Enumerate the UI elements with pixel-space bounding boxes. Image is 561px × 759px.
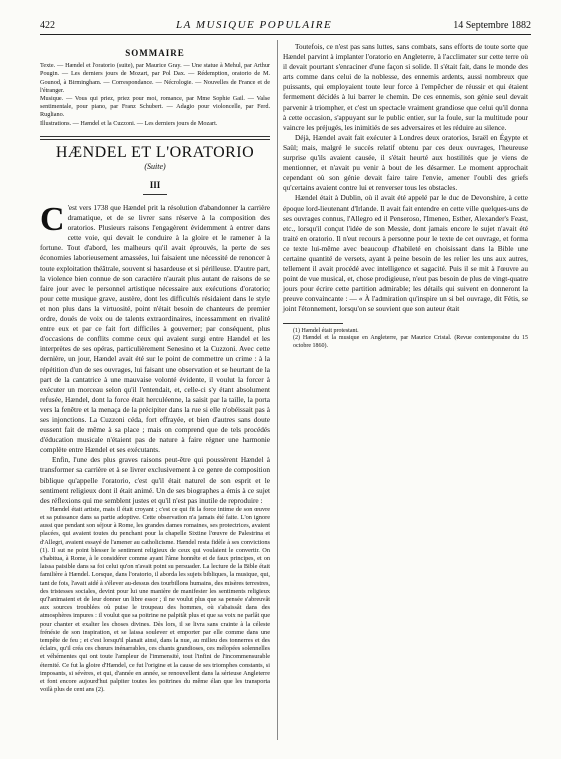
article-title: HÆNDEL ET L'ORATORIO	[55, 143, 255, 161]
journal-title: LA MUSIQUE POPULAIRE	[175, 19, 333, 31]
paragraph-1	[40, 203, 270, 455]
sommaire-title: SOMMAIRE	[125, 48, 185, 58]
drop-cap: C	[40, 201, 65, 238]
paragraph-5: Hændel était à Dublin, où il avait été appelé par le duc de Devonshire, à cette époque lord-lieutenant d'Irlande. Il avait fait entendre en cette ville quelques-uns de ses ouvrages connus, l'Allegro ed il Penseroso, l'Imeneo, Esther, Alexander's Feast, etc., lorsqu'il conçut l'idée de son Messie, dont jamais encore le sujet n'avait été traité en oratorio. Il n'eut recours à personne pour le texte de cet ouvrage, et forma ce texte lui-même avec beaucoup d'habileté en choisissant dans la Bible une certaine quantité de versets, ayant à peine besoin de les relier les uns aux autres, tellement il avait procédé avec intelligence et sagacité. Puis il se mit à l'œuvre au point de vue musical, et, chose prodigieuse, n'eut pas besoin de plus de vingt-quatre jours pour écrire cette partition admirable; les détails qui suivent en donneront la preuve convaincante : — « À l'admiration qu'inspire un si bel ouvrage, dit Fétis, se joint l'étonnement, lorsqu'on se souvient que son auteur était	[283, 193, 528, 314]
paragraph-3: Toutefois, ce n'est pas sans luttes, sans combats, sans efforts de toute sorte que Hændel parvint à implanter l'oratorio en Angleterre, à l'acclimater sur cette terre où il devait pourtant s'enraciner d'une façon si solide. Il s'était fait, dans le monde des arts comme dans celui de la noblesse, des ennemis ardents, aussi nombreux que puissants, qui employaient toute leur force à l'empêcher de réussir et qui étaient fermement décidés à lui barrer le chemin. De ces ennemis, son génie seul devait parvenir à triompher, et c'est un spectacle vraiment grandiose que celui qu'il donna à cette occasion, s'appuyant sur le public entier, sur la foule, sur la multitude pour vaincre les préjugés, les inimitiés de ses adversaires et les réduire au silence.	[283, 42, 528, 132]
left-column	[40, 42, 270, 694]
header-rule	[40, 34, 531, 35]
right-column	[283, 42, 528, 351]
block-quote: Hændel était artiste, mais il était croyant ; c'est ce qui fit la force intime de son œuvre et sa puissance dans sa partie adoptive. Cette observation n'a jamais été faite. L'on ignore aussi que pendant son séjour à Rome, les grandes dames romaines, ses protectrices, avaient placées, qui avaient toutes du penchant pour la chapelle Sixtine l'œuvre de Palestrina et d'Allegri, avaient essayé de l'amener au catholicisme. Hændel resta fidèle à ses convictions (1). Il sut ne point blesser le sentiment religieux de ceux qui voulaient le convertir. On s'habitua, à Rome, à le considérer comme ayant l'âme honnête et de faux principes, et on laissa paisible dans sa foi celui qu'on n'avait point su persuader. La lecture de la Bible était familière à Hændel. Lorsque, dans l'oratorio, il aborda les sujets bibliques, la musique, qui, tant de fois, l'avait aidé à s'élever au-dessus des tourbillons humains, des misères terrestres, des tristesses sociales, devint pour lui une manière de manifester les sentiments religieux qu'l'animaient et de leur donner un libre essor ; il ne voulut plus que sa pensée s'abreuvât aux sources troublées où puise le troupeau des hommes, où s'abaissât dans des atmosphères impures : il voulut que sa poitrine ne palpitât plus et que sa voix ne parlât que pour chanter et exalter les choses divines. Dès lors, il se livra sans crainte à la céleste frénésie de son inspiration, et se laissa soulever et emporter par elle comme dans une tempête de feu ; et c'est lorsqu'il planait ainsi, dans la nue, au milieu des tonnerres et des éclairs, qu'il créa ces chœurs inénarrables, ces chants grandioses, ces mélopées solennelles et véhémentes qui ont toute l'ampleur de l'immensité, tout l'infini de l'incommensurable éternité. Ce fut la gloire d'Hændel, ce fut l'origine et la cause de ses triomphes constants, si imposants, si sévères, et qui, d'année en année, se renouvellent dans la sérieuse Angleterre et font encore aujourd'hui palpiter toutes les poitrines du même élan que les transporta voilà plus de cent ans (2).	[40, 505, 270, 694]
column-divider	[277, 40, 278, 740]
page-header	[40, 18, 531, 32]
section-rule	[40, 136, 270, 137]
footnote-1: (1) Hændel était protestant.	[293, 327, 359, 334]
sommaire-box	[40, 48, 270, 128]
section-number: III	[149, 179, 161, 190]
article-subtitle: (Suite)	[144, 161, 166, 171]
page-number: 422	[40, 19, 55, 31]
paragraph-4: Déjà, Hændel avait fait exécuter à Londres deux oratorios, Israël en Égypte et Saül; mais, malgré le succès relatif obtenu par ces deux ouvrages, l'heureuse surprise qu'ils avaient causée, il s'était heurté aux hostilités que je viens de mentionner, et n'avait pu venir à bout de les désarmer. Le moment approchait cependant où son génie devait faire taire l'envie, amener l'oubli des griefs qu'certains avaient contre lui et renverser tous les obstacles.	[283, 132, 528, 193]
paragraph-2: Enfin, l'une des plus graves raisons peut-être qui poussèrent Hændel à transformer sa carrière et à se livrer exclusivement à ce genre de composition biblique qu'appelle l'oratorio, c'est qu'il était naturel de son esprit et le sentiment religieux dont il était animé. Un de ses biographes a émis à ce sujet des réflexions qui me semblent justes et qu'il n'est pas inutile de reproduire :	[40, 455, 270, 505]
sommaire-musique: Musique. — Vous qui priez, priez pour moi, romance, par Mme Sophie Gail. — Valse sentimentale, pour piano, par Franz Schubert. — Adagio pour violoncelle, par Ferd. Rugliano.	[40, 94, 270, 119]
section-rule-thin	[40, 139, 270, 140]
footnote-2: (2) Hændel et la musique en Angleterre, par Maurice Cristal. (Revue contemporaine du 15 octobre 1860).	[293, 335, 528, 350]
sommaire-texte: Texte. — Hændel et l'oratorio (suite), par Maurice Gray. — Une statue à Mehul, par Arthur Pougin. — Les derniers jours de Mozart, par Pol Dax. — Rédemption, oratorio de M. Gounod, à Birmingham. — Correspondance. — Nécrologie. — Nouvelles de France et de l'étranger.	[40, 62, 270, 94]
sommaire-illustrations: Illustrations. — Hændel et la Cuzzoni. — Les derniers jours de Mozart.	[40, 119, 218, 127]
section-separator	[143, 194, 167, 195]
footnote-rule	[283, 323, 343, 324]
issue-date: 14 Septembre 1882	[453, 19, 531, 31]
paragraph-1-text: 'est vers 1738 que Hændel prit la résolution d'abandonner la carrière dramatique, et de se livrer sans réserve à la composition des oratorios. Plusieurs raisons l'engagèrent évidemment à entrer dans cette voie, qui devait le conduire à la gloire et le ramener à la fortune. Tout d'abord, les malheurs qu'il avait éprouvés, la perte de ses économies laborieusement amassées, lui faisaient une nécessité de renoncer à toute exploitation théâtrale, souvent si hasardeuse et si périlleuse. D'autre part, la violence bien connue de son caractère n'aurait plus autant de raisons de se faire jour avec le personnel artistique nécessaire aux exécutions d'oratorio; pour cette musique grave, austère, dont les difficultés résidaient dans le style et non plus dans la virtuosité, point n'était besoin de chanteurs de premier ordre, doués de voix ou de talents extraordinaires, incessamment en rivalité entre eux et par ce fait fort difficiles à gouverner; par conséquent, plus d'occasions de conflits comme ceux qui avaient surgi entre Hændel et les interprètes de ses opéras, particulièrement Senesino et la Cuzzoni. Avec cette dernière, un jour, Hændel avait été sur le point de commettre un crime : à la répétition d'un de ses ouvrages, lui faisant une observation et se heurtant de la part de la cantatrice à une mauvaise volonté évidente, il voulut la forcer à exécuter un morceau selon qu'il l'entendait, et, celle-ci s'y étant absolument refusée, Hændel, dont la force était herculéenne, la saisit par la taille, la porta vers la fenêtre et la menaça de la précipiter dans la rue si elle n'obéissait pas à ses injonctions. La Cuzzoni céda, fort effrayée, et bien d'autres sans doute eussent fait de même à sa place ; mais on comprend que de tels procédés d'éducation musicale n'étaient pas de nature à faire régner une harmonie complète entre Hændel et ses exécutants.	[40, 203, 270, 455]
